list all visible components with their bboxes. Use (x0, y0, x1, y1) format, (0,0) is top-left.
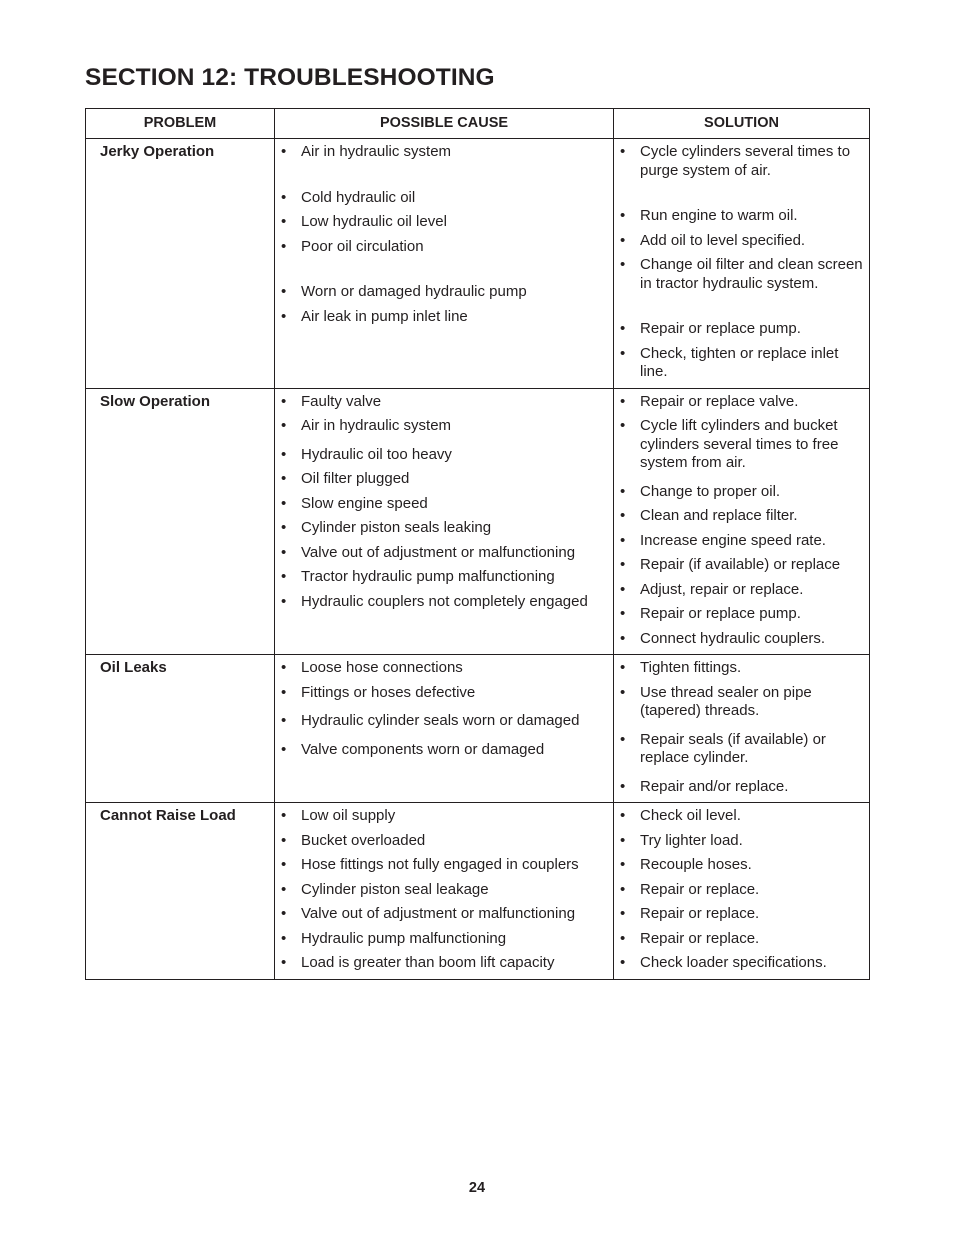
bullet-icon: • (281, 470, 287, 487)
cause-text: Air leak in pump inlet line (301, 307, 468, 325)
bullet-icon: • (620, 231, 626, 249)
possible-cause-item (281, 189, 609, 208)
bullet-icon: • (620, 880, 626, 898)
bullet-icon: • (281, 143, 287, 160)
bullet-icon: • (281, 568, 287, 585)
troubleshooting-table (85, 108, 870, 980)
solution-text: Repair and/or replace. (640, 777, 789, 795)
bullet-icon: • (620, 954, 626, 971)
solution-item (620, 605, 865, 624)
solution-text: Check, tighten or replace inlet line. (640, 344, 839, 380)
bullet-icon: • (620, 143, 626, 160)
bullet-icon: • (620, 320, 626, 337)
bullet-icon: • (281, 592, 287, 610)
solution-item (620, 507, 865, 526)
solution-text: Use thread sealer on pipe (tapered) threads. (640, 683, 812, 719)
bullet-icon: • (620, 482, 626, 500)
solution-item (620, 581, 865, 600)
solution-item (620, 832, 865, 851)
cause-text: Air in hydraulic system (301, 417, 452, 434)
solution-text: Clean and replace filter. (640, 507, 798, 524)
solution-text: Repair or replace pump. (640, 320, 801, 337)
solution-text: Repair or replace valve. (640, 392, 799, 410)
cause-text: Fittings or hoses defective (301, 683, 476, 701)
bullet-icon: • (620, 831, 626, 849)
possible-cause-item (281, 954, 609, 973)
solution-text: Add oil to level specified. (640, 231, 806, 249)
possible-cause-item (281, 417, 609, 436)
possible-cause-item (281, 238, 609, 257)
possible-cause-item (281, 283, 609, 302)
problem-cell: Slow Operation (86, 388, 275, 655)
solution-item (620, 807, 865, 826)
cause-text: Cold hydraulic oil (301, 188, 416, 206)
bullet-icon: • (281, 659, 287, 676)
bullet-icon: • (281, 929, 287, 947)
cause-text: Low oil supply (301, 807, 396, 824)
bullet-icon: • (281, 543, 287, 561)
possible-cause-cell (275, 139, 614, 389)
cause-text: Valve components worn or damaged (301, 740, 545, 758)
solution-cell (614, 803, 870, 980)
bullet-icon: • (281, 880, 287, 898)
solution-text: Change to proper oil. (640, 482, 781, 500)
page-number: 24 (468, 1180, 486, 1196)
bullet-icon: • (620, 256, 626, 273)
solution-item (620, 256, 865, 293)
solution-item (620, 856, 865, 875)
solution-text: Connect hydraulic couplers. (640, 629, 826, 647)
header-problem: PROBLEM (86, 109, 275, 139)
possible-cause-item (281, 495, 609, 514)
possible-cause-item (281, 519, 609, 538)
section-title: SECTION 12: TROUBLESHOOTING (85, 64, 495, 91)
possible-cause-item (281, 832, 609, 851)
table-row (86, 388, 870, 655)
bullet-icon: • (281, 683, 287, 701)
bullet-icon: • (281, 856, 287, 873)
possible-cause-item (281, 659, 609, 678)
cause-text: Oil filter plugged (301, 470, 410, 487)
solution-item (620, 483, 865, 502)
bullet-icon: • (620, 929, 626, 947)
cause-text: Hydraulic oil too heavy (301, 445, 452, 463)
solution-item (620, 556, 865, 575)
possible-cause-item (281, 213, 609, 232)
possible-cause-item (281, 741, 609, 760)
table-body (86, 139, 870, 980)
bullet-icon: • (281, 392, 287, 410)
solution-item (620, 345, 865, 382)
problem-cell: Cannot Raise Load (86, 803, 275, 980)
possible-cause-cell (275, 655, 614, 803)
bullet-icon: • (620, 807, 626, 824)
bullet-icon: • (620, 417, 626, 434)
solution-cell (614, 139, 870, 389)
possible-cause-item (281, 881, 609, 900)
solution-text: Recouple hoses. (640, 856, 752, 873)
possible-cause-item (281, 393, 609, 412)
cause-text: Faulty valve (301, 392, 382, 410)
bullet-icon: • (620, 629, 626, 647)
solution-item (620, 143, 865, 180)
bullet-icon: • (281, 237, 287, 255)
solution-item (620, 630, 865, 649)
solution-text: Run engine to warm oil. (640, 207, 798, 224)
bullet-icon: • (620, 344, 626, 362)
cause-text: Hydraulic cylinder seals worn or damaged (301, 712, 580, 729)
solution-text: Repair or replace pump. (640, 605, 801, 622)
cause-text: Hydraulic couplers not completely engaged (301, 592, 588, 610)
bullet-icon: • (620, 659, 626, 676)
bullet-icon: • (281, 712, 287, 729)
possible-cause-item (281, 930, 609, 949)
solution-text: Check loader specifications. (640, 954, 827, 971)
solution-text: Increase engine speed rate. (640, 531, 826, 549)
solution-item (620, 905, 865, 924)
cause-text: Worn or damaged hydraulic pump (301, 283, 527, 300)
possible-cause-item (281, 712, 609, 731)
bullet-icon: • (620, 605, 626, 622)
bullet-icon: • (620, 207, 626, 224)
solution-text: Repair or replace. (640, 880, 760, 898)
solution-item (620, 731, 865, 768)
solution-text: Cycle lift cylinders and bucket cylinders several times to free system from air. (640, 417, 839, 471)
problem-cell: Oil Leaks (86, 655, 275, 803)
table-row (86, 655, 870, 803)
solution-text: Change oil filter and clean screen in tractor hydraulic system. (640, 256, 863, 292)
possible-cause-item (281, 807, 609, 826)
bullet-icon: • (281, 188, 287, 206)
bullet-icon: • (620, 580, 626, 598)
solution-item (620, 532, 865, 551)
bullet-icon: • (620, 777, 626, 795)
possible-cause-item (281, 593, 609, 612)
possible-cause-cell (275, 388, 614, 655)
solution-item (620, 684, 865, 721)
cause-text: Bucket overloaded (301, 831, 426, 849)
cause-text: Air in hydraulic system (301, 143, 452, 160)
possible-cause-item (281, 446, 609, 465)
bullet-icon: • (281, 213, 287, 230)
solution-item (620, 659, 865, 678)
cause-text: Hydraulic pump malfunctioning (301, 929, 507, 947)
possible-cause-item (281, 308, 609, 327)
solution-item (620, 417, 865, 473)
cause-text: Valve out of adjustment or malfunctioning (301, 905, 576, 922)
solution-item (620, 954, 865, 973)
solution-cell (614, 388, 870, 655)
solution-text: Repair (if available) or replace (640, 556, 841, 573)
solution-item (620, 881, 865, 900)
bullet-icon: • (281, 494, 287, 512)
cause-text: Loose hose connections (301, 659, 463, 676)
solution-text: Repair seals (if available) or replace cylinder. (640, 730, 826, 766)
bullet-icon: • (620, 730, 626, 748)
cause-text: Valve out of adjustment or malfunctioning (301, 543, 576, 561)
solution-text: Cycle cylinders several times to purge system of air. (640, 143, 851, 179)
possible-cause-item (281, 905, 609, 924)
table-row (86, 139, 870, 389)
bullet-icon: • (281, 519, 287, 536)
bullet-icon: • (281, 954, 287, 971)
solution-item (620, 393, 865, 412)
solution-text: Repair or replace. (640, 929, 760, 947)
bullet-icon: • (281, 417, 287, 434)
solution-item (620, 778, 865, 797)
table-header-row (86, 109, 870, 139)
solution-text: Adjust, repair or replace. (640, 580, 804, 598)
cause-text: Low hydraulic oil level (301, 213, 447, 230)
bullet-icon: • (281, 905, 287, 922)
table-row (86, 803, 870, 980)
bullet-icon: • (620, 531, 626, 549)
possible-cause-item (281, 143, 609, 162)
possible-cause-item (281, 470, 609, 489)
bullet-icon: • (620, 556, 626, 573)
possible-cause-item (281, 856, 609, 875)
cause-text: Cylinder piston seal leakage (301, 880, 489, 898)
bullet-icon: • (281, 807, 287, 824)
possible-cause-item (281, 684, 609, 703)
bullet-icon: • (620, 392, 626, 410)
solution-item (620, 232, 865, 251)
cause-text: Slow engine speed (301, 494, 428, 512)
solution-cell (614, 655, 870, 803)
cause-text: Cylinder piston seals leaking (301, 519, 492, 536)
solution-item (620, 207, 865, 226)
bullet-icon: • (620, 856, 626, 873)
bullet-icon: • (281, 445, 287, 463)
header-solution: SOLUTION (614, 109, 870, 139)
solution-item (620, 320, 865, 339)
solution-text: Try lighter load. (640, 831, 743, 849)
bullet-icon: • (620, 507, 626, 524)
bullet-icon: • (620, 905, 626, 922)
solution-text: Tighten fittings. (640, 659, 742, 676)
bullet-icon: • (281, 307, 287, 325)
bullet-icon: • (620, 683, 626, 701)
cause-text: Load is greater than boom lift capacity (301, 954, 555, 971)
solution-item (620, 930, 865, 949)
cause-text: Tractor hydraulic pump malfunctioning (301, 568, 555, 585)
possible-cause-item (281, 568, 609, 587)
possible-cause-cell (275, 803, 614, 980)
header-possible-cause: POSSIBLE CAUSE (275, 109, 614, 139)
bullet-icon: • (281, 740, 287, 758)
possible-cause-item (281, 544, 609, 563)
problem-cell: Jerky Operation (86, 139, 275, 389)
bullet-icon: • (281, 283, 287, 300)
cause-text: Poor oil circulation (301, 237, 424, 255)
solution-text: Repair or replace. (640, 905, 760, 922)
bullet-icon: • (281, 831, 287, 849)
cause-text: Hose fittings not fully engaged in couplers (301, 856, 579, 873)
solution-text: Check oil level. (640, 807, 741, 824)
